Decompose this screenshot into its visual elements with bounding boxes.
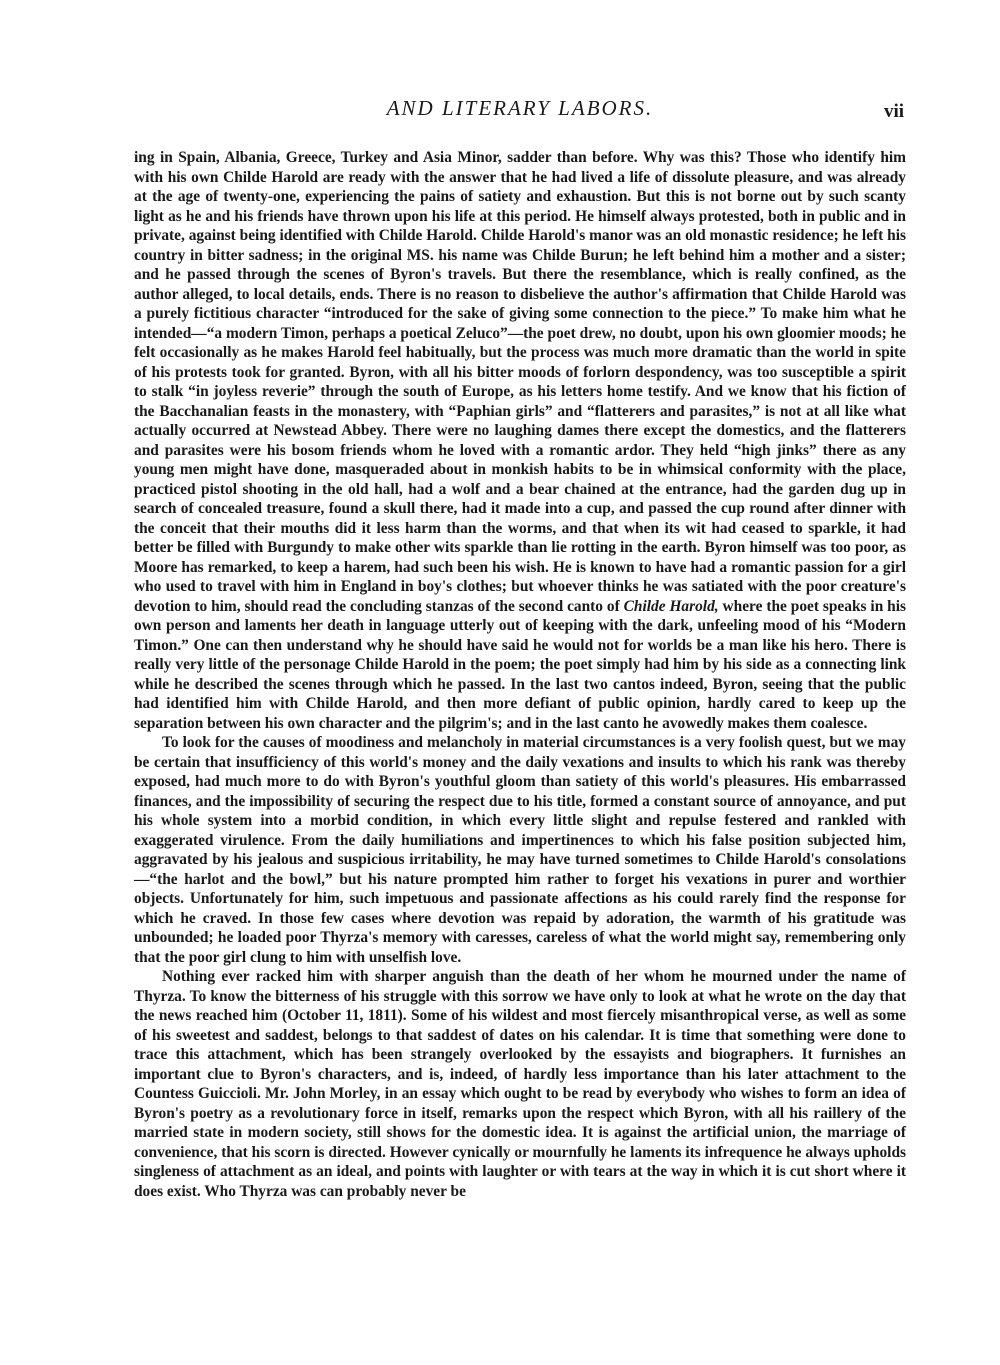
paragraph: Nothing ever racked him with sharper anguish than the death of her whom he mourned under the name of Thyrza. To know the bitterness of his struggle with this sorrow we have only to look at what he wrote on the day that the news reached him (October 11, 1811). Some of his wildest and most fiercely misanthropical verse, as well as some of his sweetest and saddest, belongs to that saddest of dates on his calendar. It is time that something were done to trace this attachment, which has been strangely overlooked by the essayists and biographers. It furnishes an important clue to Byron's characters, and is, indeed, of hardly less importance than his later attachment to the Countess Guiccioli. Mr. John Morley, in an essay which ought to be read by everybody who wishes to form an idea of Byron's poetry as a revolutionary force in itself, remarks upon the respect which Byron, with all his raillery of the married state in modern society, still shows for the domestic idea. It is against the artificial union, the marriage of convenience, that his scorn is directed. However cynically or mournfully he laments its infrequence he always upholds singleness of attachment as an ideal, and points with laughter or with tears at the way in which it is cut short where it does exist. Who Thyrza was can probably never be [134,968,906,1200]
body-text [134,148,906,1201]
running-head [134,96,906,126]
italic-title: Childe Harold, [623,597,719,615]
running-title: AND LITERARY LABORS. [386,96,654,120]
paragraph: To look for the causes of moodiness and melancholy in material circumstances is a very foolish quest, but we may be certain that insufficiency of this world's money and the daily vexations and insults to which his rank was thereby exposed, had much more to do with Byron's youthful gloom than satiety of this world's pleasures. His embarrassed finances, and the impossibility of securing the respect due to his title, formed a constant source of annoyance, and put his whole system into a morbid condition, in which every little slight and repulse festered and rankled with exaggerated virulence. From the daily humiliations and impertinences to which his false position subjected him, aggravated by his jealous and suspicious irritability, he may have turned sometimes to Childe Harold's consolations—“the harlot and the bowl,” but his nature prompted him rather to forget his vexations in purer and worthier objects. Unfortunately for him, such impetuous and passionate affections as his could rarely find the response for which he craved. In those few cases where devotion was repaid by adoration, the warmth of his gratitude was unbounded; he loaded poor Thyrza's memory with caresses, careless of what the world might say, remembering only that the poor girl clung to him with unselfish love. [134,734,906,966]
page-number: vii [883,101,904,122]
paragraph-text: where the poet speaks in his own person and laments her death in language utterly out of keeping with the dark, unfeeling mood of his “Modern Timon.” One can then understand why he should have said he would not for worlds be a man like his hero. There is really very little of the personage Childe Harold in the poem; the poet simply had him by his side as a connecting link while he described the scenes through which he passed. In the last two cantos indeed, Byron, seeing that the public had identified him with Childe Harold, and then more defiant of public opinion, hardly cared to keep up the separation between his own character and the pilgrim's; and in the last canto he avowedly makes them coalesce. [134,597,906,732]
paragraph-text: ing in Spain, Albania, Greece, Turkey and Asia Minor, sadder than before. Why was this? Those who identify him with his own Childe Harold are ready with the answer that he had lived a life of dissolute pleasure, and was already at the age of twenty-one, experiencing the pains of satiety and exhaustion. But this is not borne out by such scanty light as he and his friends have thrown upon his life at this period. He himself always protested, both in public and in private, against being identified with Childe Harold. Childe Harold's manor was an old monastic residence; he left his country in bitter sadness; in the original MS. his name was Childe Burun; he left behind him a mother and a sister; and he passed through the scenes of Byron's travels. But there the resemblance, which is really confined, as the author alleged, to local details, ends. There is no reason to disbelieve the author's affirmation that Childe Harold was a purely fictitious character “introduced for the sake of giving some connection to the piece.” To make him what he intended—“a modern Timon, perhaps a poetical Zeluco”—the poet drew, no doubt, upon his own gloomier moods; he felt occasionally as he makes Harold feel habitually, but the process was much more dramatic than the world in spite of his protests took for granted. Byron, with all his bitter moods of forlorn despondency, was too susceptible a spirit to stalk “in joyless reverie” through the south of Europe, as his letters home testify. And we know that his fiction of the Bacchanalian feasts in the monastery, with “Paphian girls” and “flatterers and parasites,” is not at all like what actually occurred at Newstead Abbey. There were no laughing dames there except the domestics, and the flatterers and parasites were his bosom friends whom he loved with a romantic ardor. They held “high jinks” there as any young men might have done, masqueraded about in monkish habits to be in whimsical conformity with the place, practiced pistol shooting in the old hall, had a wolf and a bear chained at the entrance, had the garden dug up in search of concealed treasure, found a skull there, had it made into a cup, and passed the cup round after dinner with the conceit that their mouths did it less harm than the worms, and that when its wit had ceased to sparkle, it had better be filled with Burgundy to make other wits sparkle than lie rotting in the earth. Byron himself was too poor, as Moore has remarked, to keep a harem, had such been his wish. He is known to have had a romantic passion for a girl who used to travel with him in England in boy's clothes; but whoever thinks he was satiated with the poor creature's devotion to him, should read the concluding stanzas of the second canto of [134,149,906,615]
paragraph-continued [134,148,906,733]
